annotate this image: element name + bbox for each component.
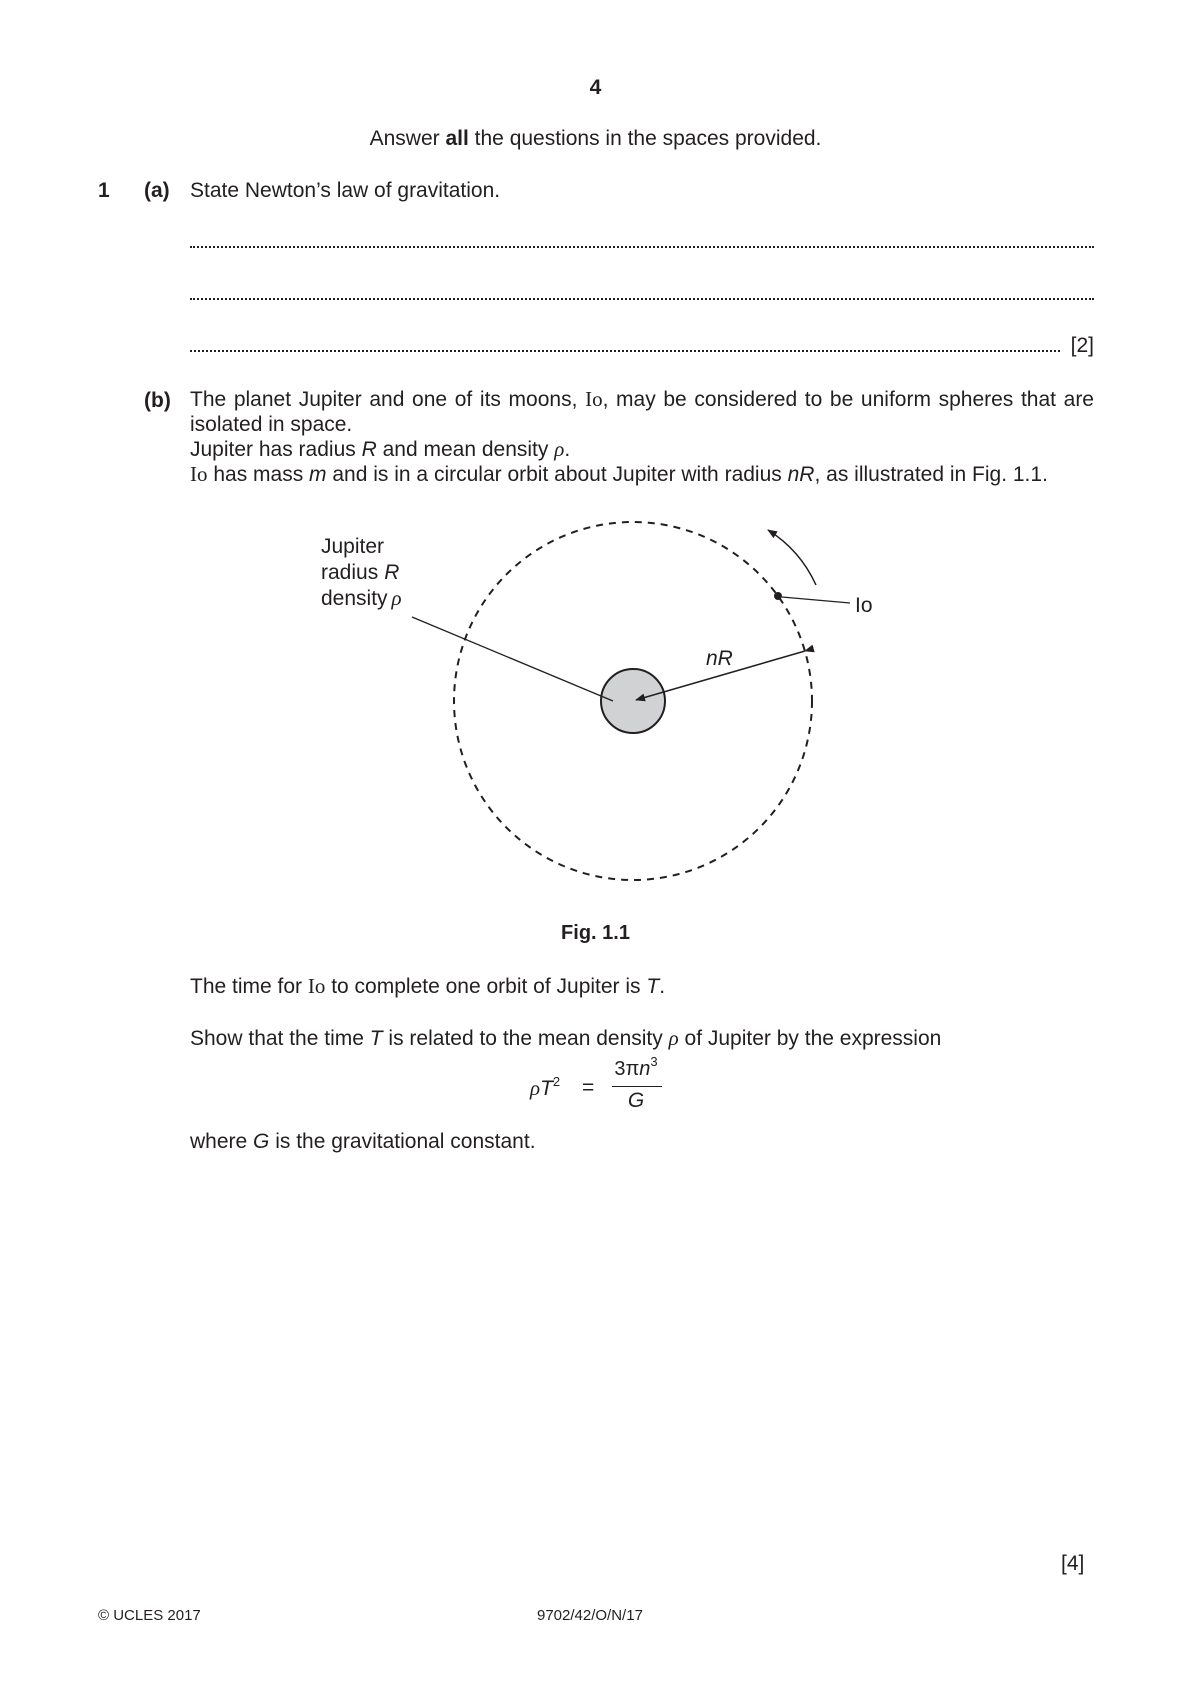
show-that-text: Show that the time T is related to the mean density ρ of Jupiter by the expression bbox=[190, 1026, 942, 1050]
formula-equals: = bbox=[582, 1076, 595, 1099]
part-a-prompt: State Newton’s law of gravitation. bbox=[190, 179, 501, 202]
question-number: 1 bbox=[98, 179, 110, 202]
working-space[interactable] bbox=[190, 1180, 1094, 1540]
density-period-formula bbox=[530, 1054, 670, 1120]
label-io: Io bbox=[855, 594, 873, 617]
part-b-line-2: Jupiter has radius R and mean density ρ. bbox=[190, 437, 571, 461]
orbit-time-text: The time for Io to complete one orbit of Jupiter is T. bbox=[190, 974, 666, 998]
label-nR: nR bbox=[706, 647, 733, 670]
formula-lhs: $\rho T^2$ bbox=[530, 1074, 561, 1100]
io-leader-line bbox=[782, 597, 850, 603]
part-b-line-3: Io has mass m and is in a circular orbit about Jupiter with radius nR, as illustrated in Fig. 1.1. bbox=[190, 462, 1048, 486]
io-moon bbox=[774, 592, 782, 600]
paper-code-footer: 9702/42/O/N/17 bbox=[537, 1607, 643, 1624]
formula-denominator: G bbox=[627, 1089, 645, 1112]
page-number: 4 bbox=[589, 76, 602, 99]
jupiter-planet bbox=[601, 669, 665, 733]
part-b-line-1: The planet Jupiter and one of its moons, Io, may be considered to be uniform spheres that are isolated in space. bbox=[190, 387, 1094, 436]
part-a-mark: [2] bbox=[1070, 336, 1094, 357]
part-b-label: (b) bbox=[144, 389, 171, 412]
instruction-line: Answer all the questions in the spaces provided. bbox=[369, 127, 822, 150]
figure-caption: Fig. 1.1 bbox=[561, 922, 630, 944]
part-b-mark: [4] bbox=[1061, 1552, 1085, 1575]
orbit-direction-arrow bbox=[768, 530, 816, 585]
label-density: density ρ bbox=[321, 586, 402, 610]
label-radius: radius R bbox=[321, 561, 400, 584]
fraction-bar bbox=[612, 1086, 662, 1087]
label-jupiter: Jupiter bbox=[321, 535, 385, 558]
part-a-label: (a) bbox=[144, 179, 170, 202]
jupiter-leader-line bbox=[412, 617, 613, 701]
formula-numerator: $3\pi n^3$ bbox=[614, 1054, 658, 1080]
copyright-footer: © UCLES 2017 bbox=[98, 1607, 201, 1624]
where-text: where G is the gravitational constant. bbox=[190, 1130, 536, 1153]
